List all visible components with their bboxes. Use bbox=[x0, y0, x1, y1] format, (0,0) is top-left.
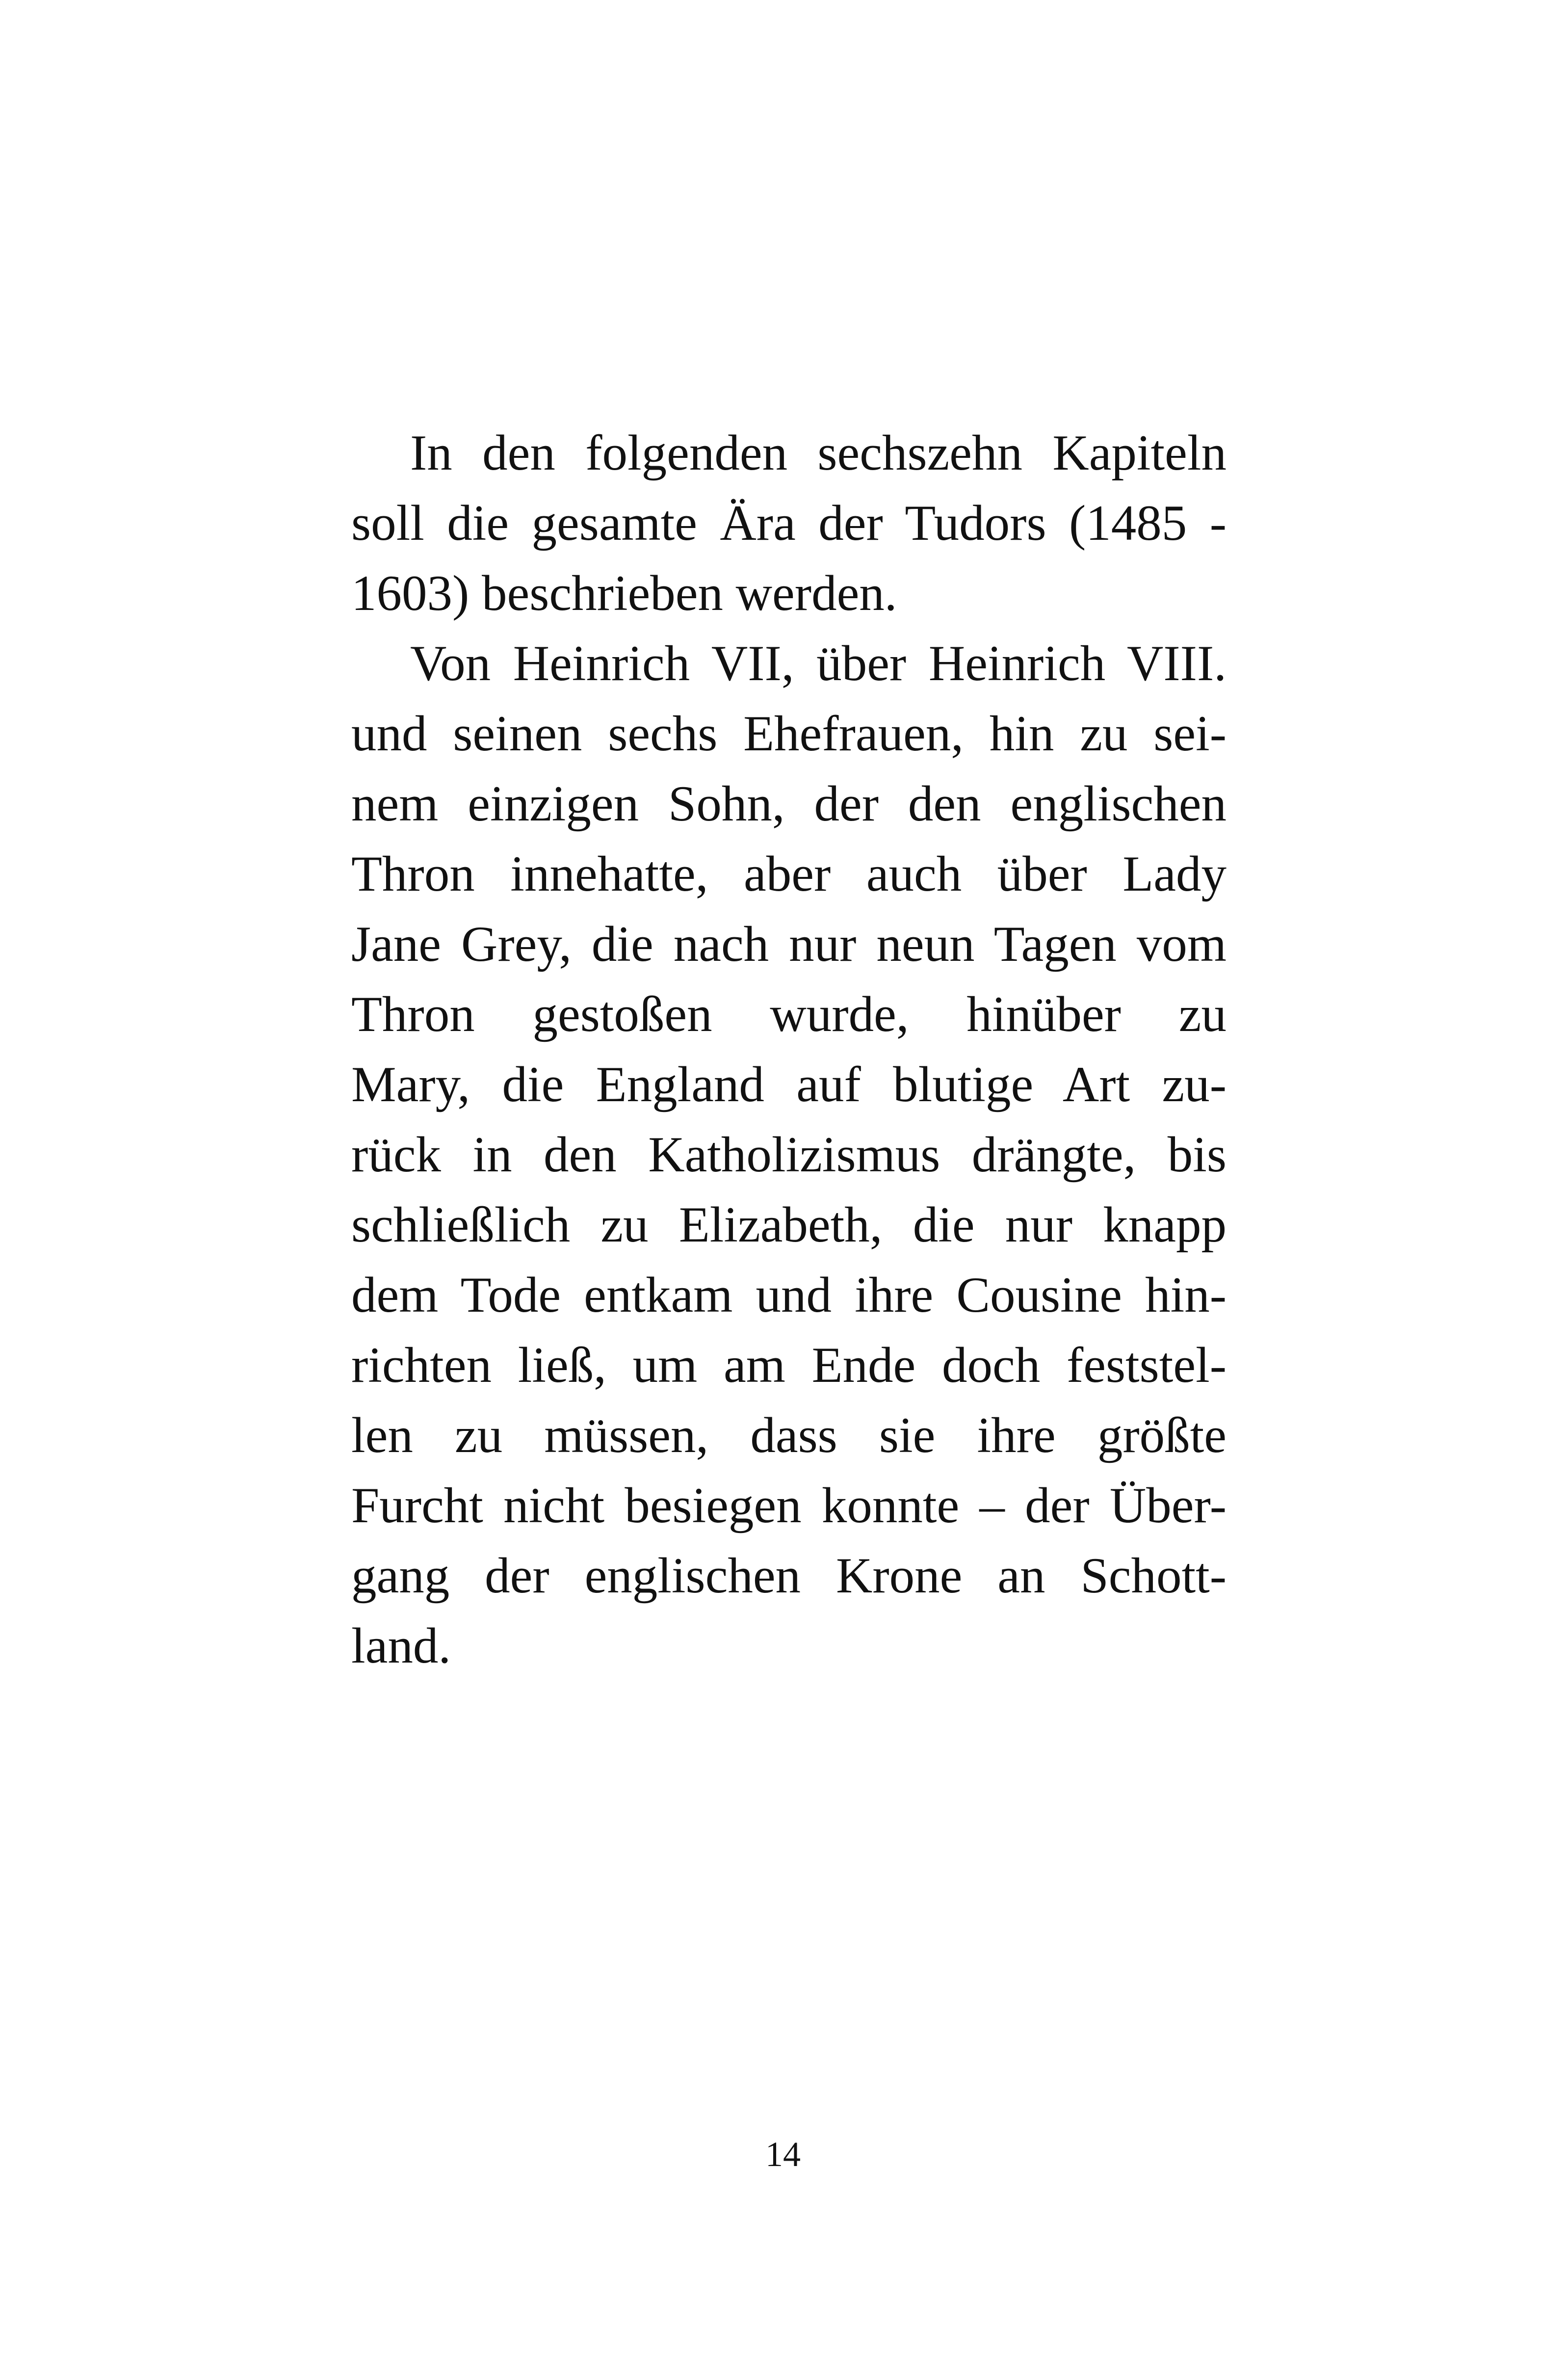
text-line: soll die gesamte Ära der Tudors (1485 - bbox=[351, 495, 1227, 551]
text-line: len zu müssen, dass sie ihre größte bbox=[351, 1407, 1227, 1463]
text-line: Thron gestoßen wurde, hinüber zu bbox=[351, 986, 1227, 1042]
text-line: gang der englischen Krone an Schott- bbox=[351, 1548, 1227, 1604]
body-text bbox=[351, 418, 1227, 1681]
text-line: Mary, die England auf blutige Art zu- bbox=[351, 1057, 1227, 1112]
paragraph-tudor-overview bbox=[351, 629, 1227, 1681]
paragraph-intro bbox=[351, 418, 1227, 629]
text-line: richten ließ, um am Ende doch feststel- bbox=[351, 1337, 1227, 1393]
text-line: und seinen sechs Ehefrauen, hin zu sei- bbox=[351, 706, 1227, 762]
text-line: Von Heinrich VII, über Heinrich VIII. bbox=[410, 635, 1227, 691]
text-line: land. bbox=[351, 1618, 451, 1674]
text-line: 1603) beschrieben werden. bbox=[351, 565, 897, 621]
text-line: rück in den Katholizismus drängte, bis bbox=[351, 1127, 1227, 1183]
text-line: Thron innehatte, aber auch über Lady bbox=[351, 846, 1227, 902]
text-line: In den folgenden sechszehn Kapiteln bbox=[410, 425, 1227, 481]
page-number: 14 bbox=[765, 2135, 801, 2174]
text-line: nem einzigen Sohn, der den englischen bbox=[351, 776, 1227, 832]
text-line: dem Tode entkam und ihre Cousine hin- bbox=[351, 1267, 1227, 1323]
text-line: schließlich zu Elizabeth, die nur knapp bbox=[351, 1197, 1227, 1253]
text-line: Furcht nicht besiegen konnte – der Über- bbox=[351, 1478, 1227, 1534]
text-line: Jane Grey, die nach nur neun Tagen vom bbox=[351, 916, 1227, 972]
